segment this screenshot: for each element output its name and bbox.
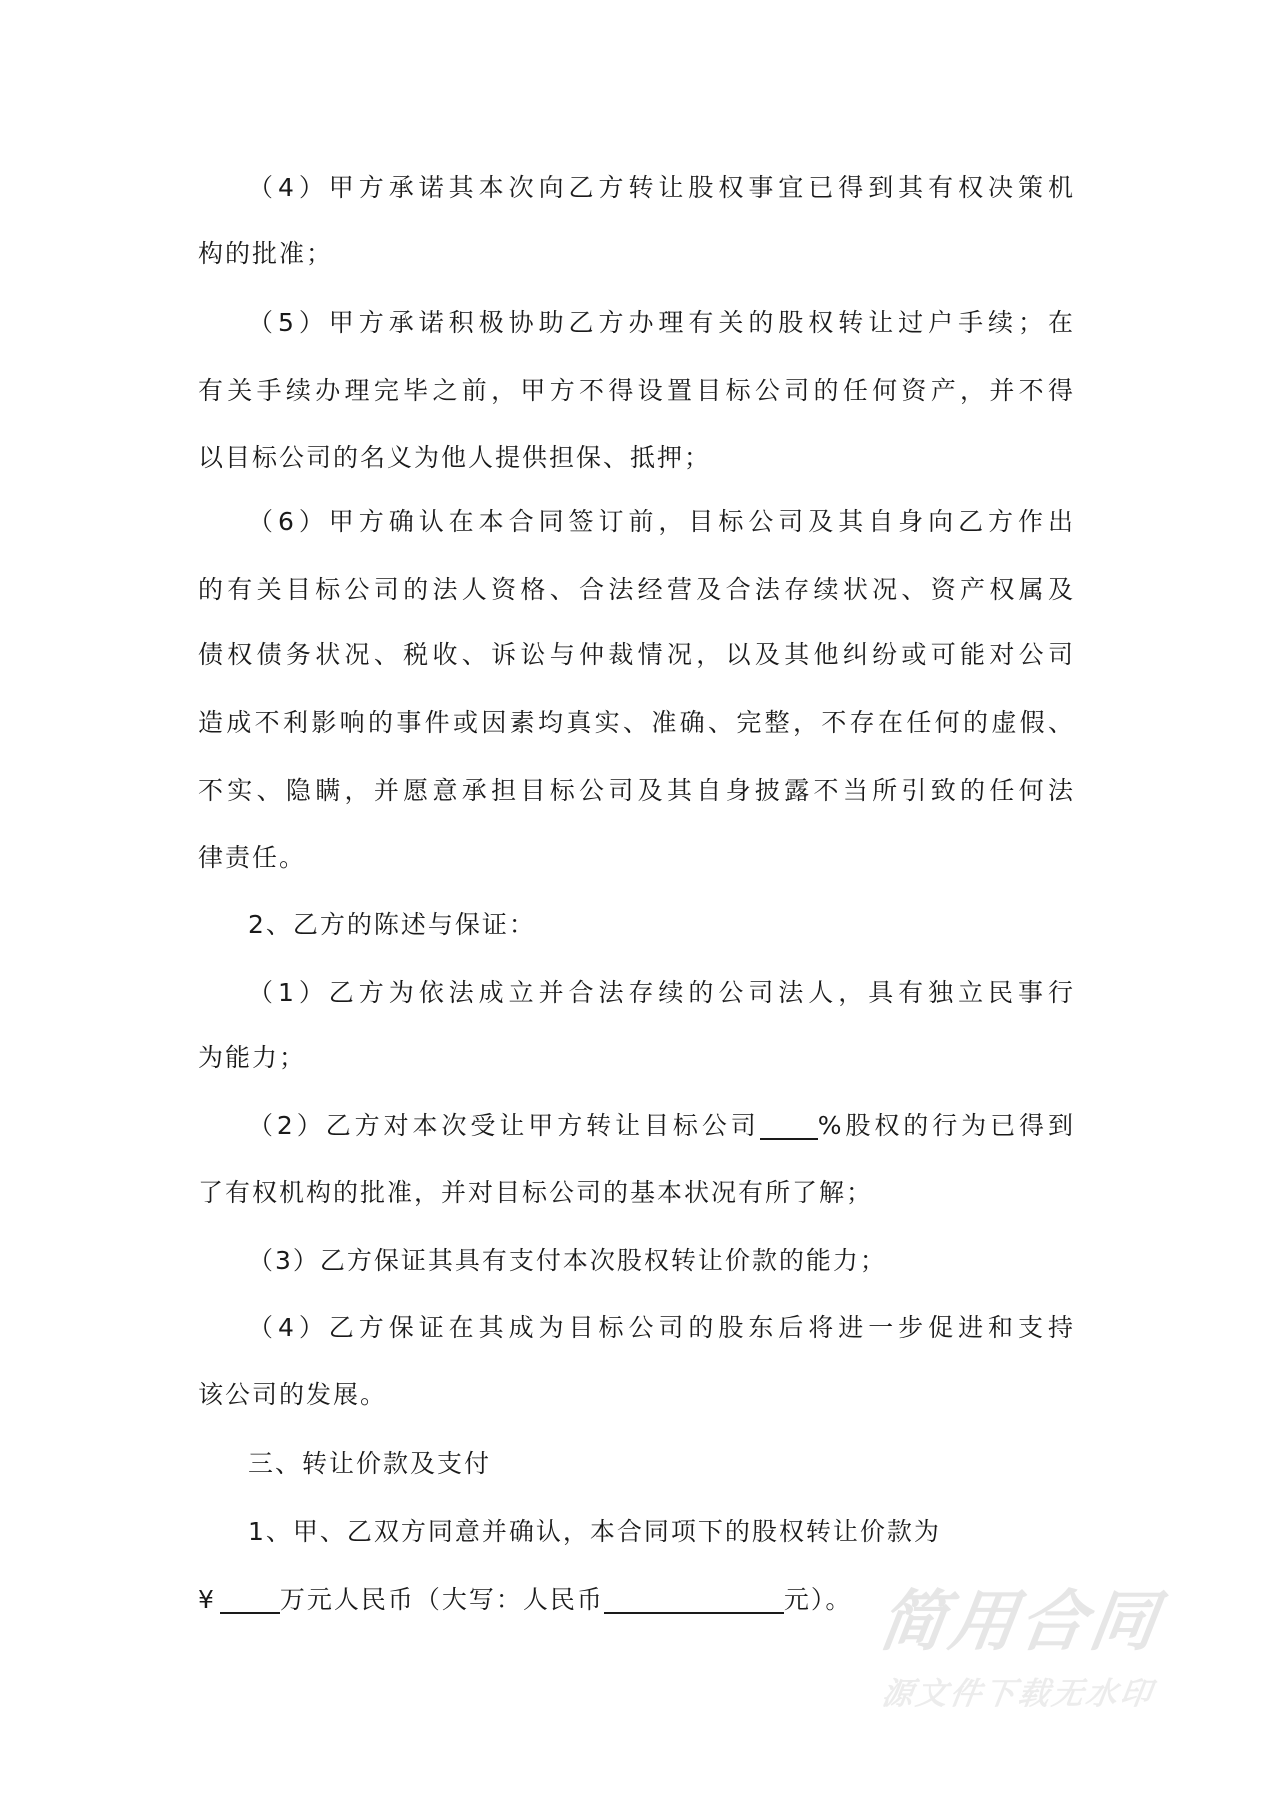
paragraph-line: 为能力； — [198, 1043, 307, 1072]
paragraph-line: （1）乙方为依法成立并合法存续的公司法人，具有独立民事行 — [248, 978, 1075, 1007]
paragraph-line: 以目标公司的名义为他人提供担保、抵押； — [198, 443, 712, 472]
paragraph-line: 该公司的发展。 — [198, 1380, 388, 1409]
paragraph-line: （5）甲方承诺积极协助乙方办理有关的股权转让过户手续；在 — [248, 308, 1075, 337]
paragraph-line: 造成不利影响的事件或因素均真实、准确、完整，不存在任何的虚假、 — [198, 708, 1075, 737]
paragraph-line: 有关手续办理完毕之前，甲方不得设置目标公司的任何资产，并不得 — [198, 376, 1075, 405]
percentage-blank-field[interactable] — [760, 1108, 818, 1140]
price-text-middle: 万元人民币（大写：人民币 — [279, 1585, 604, 1614]
section-heading: 2、乙方的陈述与保证： — [248, 910, 536, 939]
watermark-title: 简用合同 — [874, 1583, 1166, 1660]
amount-in-words-blank-field[interactable] — [604, 1582, 784, 1614]
paragraph-line: （3）乙方保证其具有支付本次股权转让价款的能力； — [248, 1246, 887, 1275]
paragraph-line: （6）甲方确认在本合同签订前，目标公司及其自身向乙方作出 — [248, 507, 1075, 536]
paragraph-line: 1、甲、乙双方同意并确认，本合同项下的股权转让价款为 — [248, 1517, 941, 1546]
text-after-blank: %股权的行为已得到 — [817, 1111, 1075, 1140]
section-heading: 三、转让价款及支付 — [248, 1449, 492, 1478]
watermark-subtitle: 源文件下载无水印 — [879, 1676, 1157, 1712]
text-before-blank: （2）乙方对本次受让甲方转让目标公司 — [248, 1111, 760, 1140]
paragraph-line: （4）甲方承诺其本次向乙方转让股权事宜已得到其有权决策机 — [248, 173, 1075, 202]
paragraph-line: 的有关目标公司的法人资格、合法经营及合法存续状况、资产权属及 — [198, 575, 1075, 604]
paragraph-line: 构的批准； — [198, 239, 334, 268]
amount-blank-field[interactable] — [220, 1582, 280, 1614]
paragraph-line-with-blank — [248, 1106, 1075, 1146]
paragraph-line: 了有权机构的批准，并对目标公司的基本状况有所了解； — [198, 1178, 874, 1207]
paragraph-line: （4）乙方保证在其成为目标公司的股东后将进一步促进和支持 — [248, 1313, 1075, 1342]
currency-symbol: ¥ — [198, 1585, 216, 1614]
paragraph-line: 债权债务状况、税收、诉讼与仲裁情况，以及其他纠纷或可能对公司 — [198, 640, 1075, 669]
price-text-end: 元）。 — [783, 1585, 853, 1614]
paragraph-line: 不实、隐瞒，并愿意承担目标公司及其自身披露不当所引致的任何法 — [198, 776, 1075, 805]
paragraph-line: 律责任。 — [198, 843, 307, 872]
